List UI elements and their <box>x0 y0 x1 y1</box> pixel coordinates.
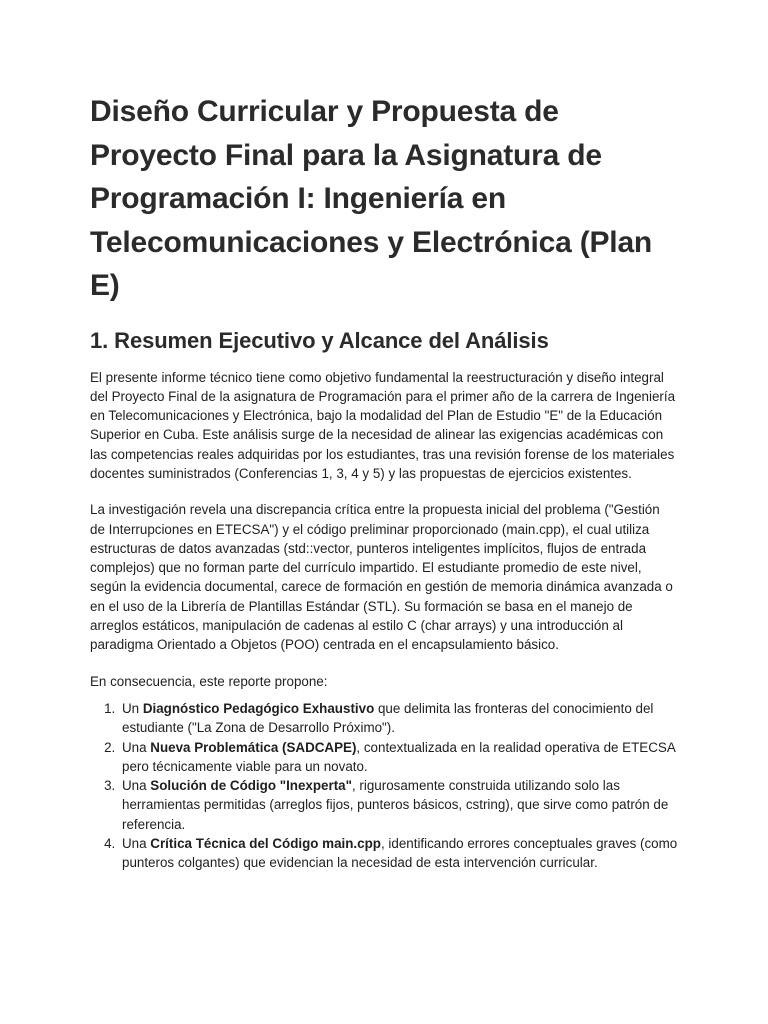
section-heading: 1. Resumen Ejecutivo y Alcance del Análisis <box>90 327 549 353</box>
proposal-list <box>90 699 678 873</box>
list-item-text: que delimita las fronteras del conocimiento del estudiante ("La Zona de Desarrollo Próximo"). <box>122 700 654 736</box>
list-item-prefix: Una <box>122 778 151 794</box>
paragraph-intro: El presente informe técnico tiene como objetivo fundamental la reestructuración y diseño integral del Proyecto Final de la asignatura de Programación para el primer año de la carrera de Ingeniería en Telecomunicaciones y Electrónica, bajo la modalidad del Plan de Estudio "E" de la Educación Superior en Cuba. Este análisis surge de la necesidad de alinear las exigencias académicas con las competencias reales adquiridas por los estudiantes, tras una revisión forense de los materiales docentes suministrados (Conferencias 1, 3, 4 y 5) y las propuestas de ejercicios existentes. <box>90 369 676 481</box>
list-item <box>119 776 678 834</box>
list-lead-in: En consecuencia, este reporte propone: <box>90 673 328 689</box>
list-item-text: , contextualizada en la realidad operativa de ETECSA pero técnicamente viable para un novato. <box>122 739 676 774</box>
list-item-prefix: Una <box>122 739 151 755</box>
list-item-text: , identificando errores conceptuales graves (como punteros colgantes) que evidencian la necesidad de esta intervención curricular. <box>122 836 678 871</box>
paragraph-findings: La investigación revela una discrepancia crítica entre la propuesta inicial del problema ("Gestión de Interrupciones en ETECSA") y el código preliminar proporcionado (main.cpp), el cual utiliza estructuras de datos avanzadas (std::vector, punteros inteligentes implícitos, flujos de entrada complejos) que no forman parte del currículo impartido. El estudiante promedio de este nivel, según la evidencia documental, carece de formación en gestión de memoria dinámica avanzada o en el uso de la Librería de Plantillas Estándar (STL). Su formación se basa en el manejo de arreglos estáticos, manipulación de cadenas al estilo C (char arrays) y una introducción al paradigma Orientado a Objetos (POO) centrada en el encapsulamiento básico. <box>90 502 673 653</box>
document-title: Diseño Curricular y Propuesta de Proyecto Final para la Asignatura de Programación I: Ingeniería en Telecomunicaciones y Electrónica (Plan E) <box>90 95 653 302</box>
list-item <box>119 699 678 738</box>
list-item-text: , rigurosamente construida utilizando solo las herramientas permitidas (arreglos fijos, punteros básicos, cstring), que sirve como patrón de referencia. <box>122 778 669 832</box>
list-item-prefix: Un <box>122 700 143 716</box>
list-item <box>119 738 678 777</box>
list-item-bold: Diagnóstico Pedagógico Exhaustivo <box>142 700 375 716</box>
list-item <box>119 834 678 873</box>
list-item-bold: Nueva Problemática (SADCAPE) <box>150 739 357 755</box>
list-item-bold: Crítica Técnica del Código main.cpp <box>150 836 381 852</box>
list-item-prefix: Una <box>122 836 151 852</box>
list-item-bold: Solución de Código "Inexperta" <box>150 778 352 794</box>
